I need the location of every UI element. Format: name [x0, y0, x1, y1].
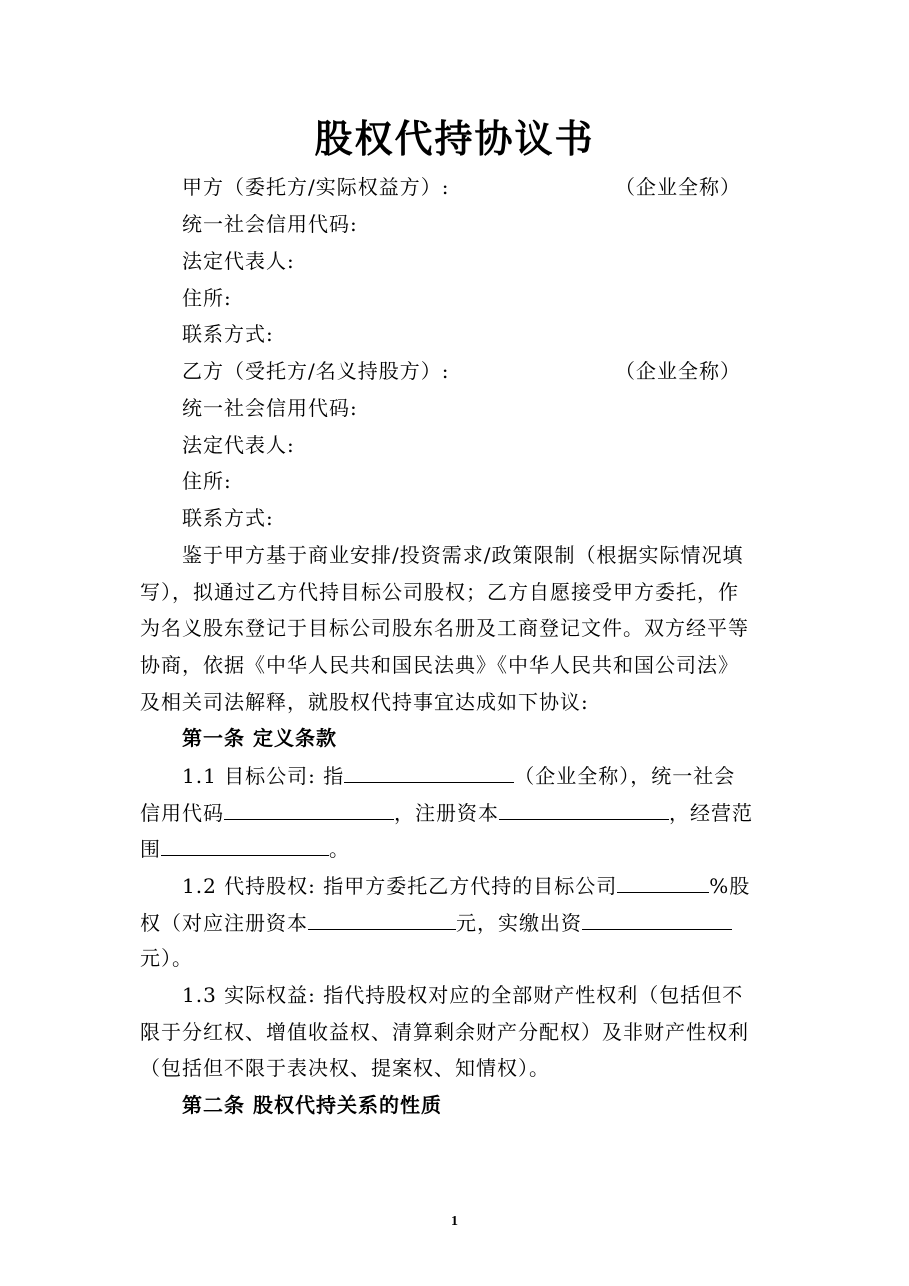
clause-text: 权（对应注册资本	[140, 911, 308, 935]
blank-credit-code	[224, 799, 394, 820]
blank-company-name	[344, 762, 514, 783]
party-b-legal-rep: 法定代表人:	[182, 433, 295, 457]
party-a-legal-rep: 法定代表人:	[182, 249, 295, 273]
party-a-label: 甲方（委托方/实际权益方）:	[182, 175, 450, 199]
clause-text: ，注册资本	[394, 801, 499, 825]
preamble-line: 写），拟通过乙方代持目标公司股权；乙方自愿接受甲方委托，作	[140, 580, 739, 604]
preamble-line: 为名义股东登记于目标公司股东名册及工商登记文件。双方经平等	[140, 616, 749, 640]
party-a-credit-code: 统一社会信用代码:	[182, 212, 358, 236]
blank-share-percent	[617, 872, 709, 893]
blank-registered-capital	[499, 799, 669, 820]
preamble-line: 鉴于甲方基于商业安排/投资需求/政策限制（根据实际情况填	[182, 543, 744, 567]
party-b-contact: 联系方式:	[182, 506, 274, 530]
party-a-contact: 联系方式:	[182, 322, 274, 346]
party-b-label: 乙方（受托方/名义持股方）:	[182, 359, 450, 383]
clause-text: 1.1 目标公司: 指	[182, 764, 345, 788]
party-b-credit-code: 统一社会信用代码:	[182, 396, 358, 420]
clause-1-2-line-2	[140, 909, 732, 936]
clause-1-2-line-1	[182, 872, 750, 899]
clause-1-3-line: 1.3 实际权益: 指代持股权对应的全部财产性权利（包括但不	[182, 983, 744, 1007]
article-2-heading: 第二条 股权代持关系的性质	[182, 1093, 442, 1117]
blank-business-scope	[161, 835, 329, 856]
clause-1-1-line-2	[140, 799, 753, 826]
preamble-line: 协商，依据《中华人民共和国民法典》《中华人民共和国公司法》	[140, 653, 739, 677]
article-1-heading: 第一条 定义条款	[182, 726, 337, 750]
preamble-line: 及相关司法解释，就股权代持事宜达成如下协议:	[140, 690, 589, 714]
clause-1-3-line: 限于分红权、增值收益权、清算剩余财产分配权）及非财产性权利	[140, 1020, 749, 1044]
blank-paid-in-amount	[582, 909, 732, 930]
clause-text: %股	[709, 874, 751, 898]
page-number: 1	[451, 1214, 458, 1229]
clause-text: 信用代码	[140, 801, 224, 825]
clause-text: 1.2 代持股权: 指甲方委托乙方代持的目标公司	[182, 874, 618, 898]
document-title: 股权代持协议书	[314, 117, 595, 161]
clause-text: 元，实缴出资	[456, 911, 582, 935]
clause-text: ，经营范	[669, 801, 753, 825]
clause-text: （企业全称），统一社会	[514, 764, 736, 788]
clause-text: 围	[140, 837, 161, 861]
party-b-note: （企业全称）	[615, 359, 741, 383]
party-b-address: 住所:	[182, 469, 232, 493]
blank-capital-amount	[308, 909, 456, 930]
clause-1-1-line-1	[182, 762, 735, 789]
clause-1-3-line: （包括但不限于表决权、提案权、知情权）。	[140, 1056, 550, 1080]
clause-1-2-line-3: 元）。	[140, 946, 193, 970]
clause-text: 。	[329, 837, 350, 861]
clause-1-1-line-3	[140, 835, 350, 862]
party-a-address: 住所:	[182, 286, 232, 310]
party-a-note: （企业全称）	[615, 175, 741, 199]
